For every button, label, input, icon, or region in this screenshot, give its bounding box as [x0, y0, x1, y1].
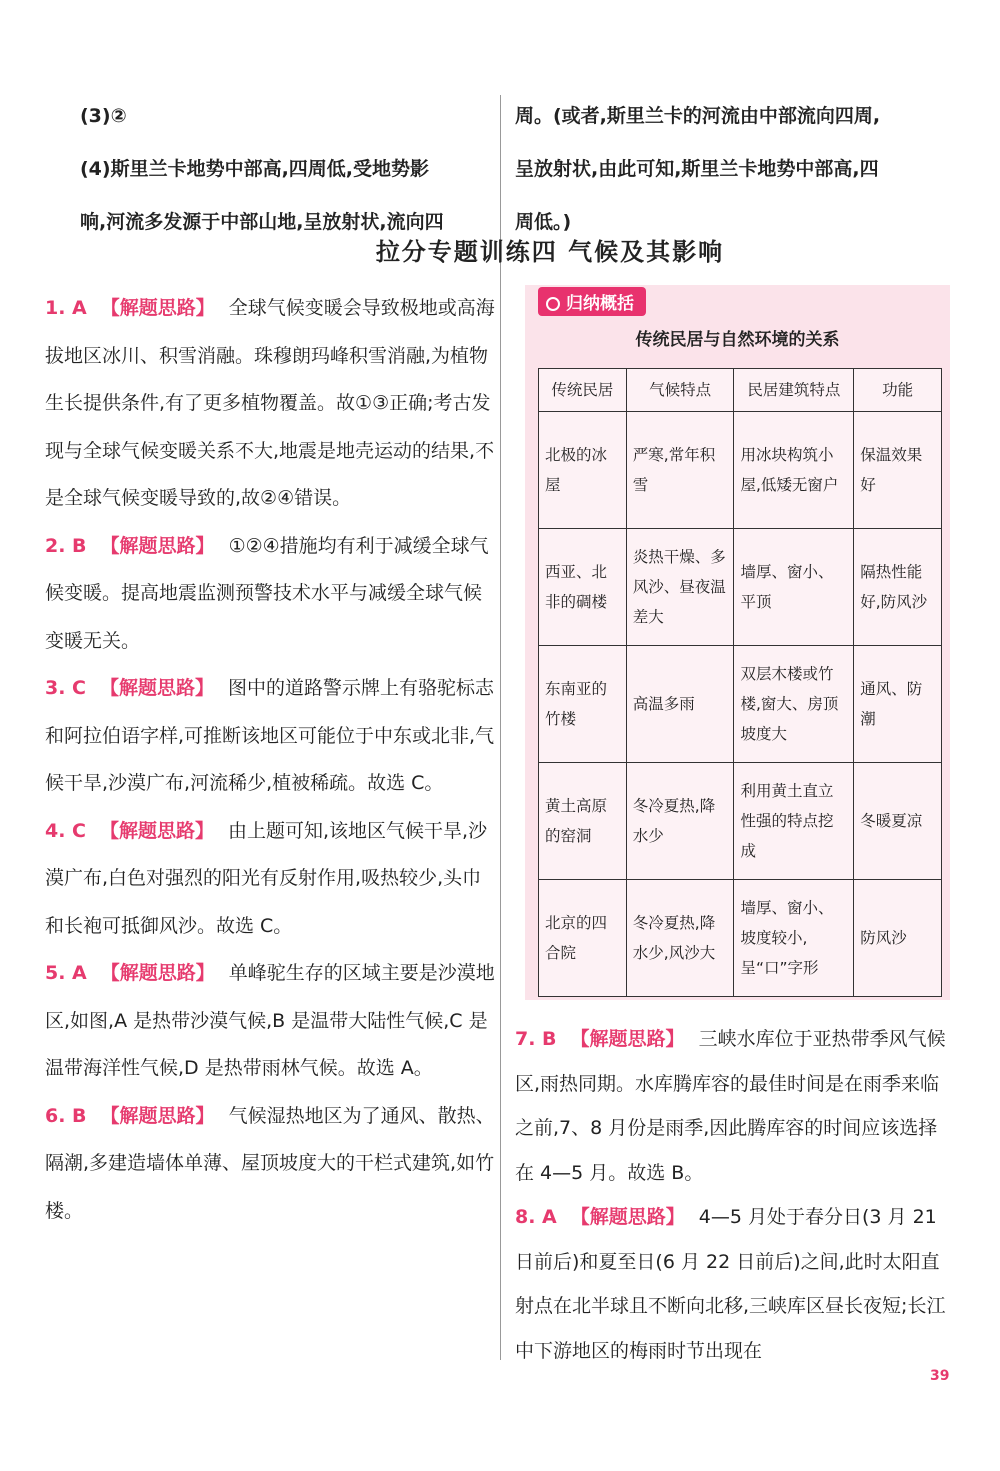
table-header: 传统民居 — [539, 369, 627, 412]
table-cell: 西亚、北非的碉楼 — [539, 529, 627, 646]
table-cell: 冬冷夏热,降水少,风沙大 — [626, 880, 734, 997]
section-title: 拉分专题训练四 气候及其影响 — [375, 238, 725, 266]
answer-text: ①②④措施均有利于减缓全球气候变暖。提高地震监测预警技术水平与减缓全球气候变暖无关。 — [45, 534, 489, 652]
answer-line: 周低。) — [515, 211, 572, 233]
question-number: 8. A — [515, 1206, 557, 1228]
answer-text: 图中的道路警示牌上有骆驼标志和阿拉伯语字样,可推断该地区可能位于中东或北非,气候干旱,沙漠广布,河流稀少,植被稀疏。故选 C。 — [45, 677, 495, 794]
answer-item — [515, 1195, 955, 1373]
answer-text: 4—5 月处于春分日(3 月 21 日前后)和夏至日(6 月 22 日前后)之间,此时太阳直射点在北半球且不断向北移,三峡库区昼长夜短;长江中下游地区的梅雨时节出现在 — [515, 1206, 946, 1362]
answer-text: 单峰驼生存的区域主要是沙漠地区,如图,A 是热带沙漠气候,B 是温带大陆性气候,C 是温带海洋性气候,D 是热带雨林气候。故选 A。 — [45, 962, 495, 1079]
table-cell: 东南亚的竹楼 — [539, 646, 627, 763]
answer-item — [45, 808, 495, 951]
answer-item — [45, 665, 495, 808]
table-cell: 黄土高原的窑洞 — [539, 763, 627, 880]
solution-tag: 【解题思路】 — [100, 1104, 215, 1127]
table-cell: 冬冷夏热,降水少 — [626, 763, 734, 880]
table-cell: 墙厚、窗小、坡度较小,呈“口”字形 — [734, 880, 854, 997]
table-cell: 利用黄土直立性强的特点挖成 — [734, 763, 854, 880]
table-cell: 保温效果好 — [854, 412, 942, 529]
solution-tag: 【解题思路】 — [100, 962, 215, 984]
answer-item — [515, 1017, 955, 1195]
solution-tag: 【解题思路】 — [570, 1206, 685, 1228]
table-cell: 炎热干燥、多风沙、昼夜温差大 — [626, 529, 734, 646]
question-number: 7. B — [515, 1028, 557, 1050]
table-cell: 墙厚、窗小、平顶 — [734, 529, 854, 646]
answer-item — [45, 523, 495, 666]
solution-tag: 【解题思路】 — [100, 534, 215, 557]
table-header-row — [539, 369, 942, 412]
table-header: 功能 — [854, 369, 942, 412]
solution-tag: 【解题思路】 — [570, 1028, 685, 1050]
table-header: 气候特点 — [626, 369, 734, 412]
answer-line: 呈放射状,由此可知,斯里兰卡地势中部高,四 — [515, 158, 879, 180]
answer-line: 响,河流多发源于中部山地,呈放射状,流向四 — [80, 211, 444, 233]
table-row — [539, 646, 942, 763]
question-number: 5. A — [45, 962, 87, 984]
table-cell: 通风、防潮 — [854, 646, 942, 763]
magnifier-icon — [546, 297, 560, 311]
answer-item — [45, 950, 495, 1093]
answer-line: (3)② — [80, 105, 127, 127]
top-left-answer — [80, 90, 495, 249]
summary-badge — [538, 287, 646, 316]
answer-item — [45, 1093, 495, 1236]
answer-line: 周。(或者,斯里兰卡的河流由中部流向四周, — [515, 105, 881, 127]
table-row — [539, 880, 942, 997]
table-cell: 防风沙 — [854, 880, 942, 997]
answer-line: (4)斯里兰卡地势中部高,四周低,受地势影 — [80, 158, 430, 180]
question-number: 4. C — [45, 819, 86, 842]
solution-tag: 【解题思路】 — [100, 677, 215, 699]
page-number: 39 — [930, 1368, 950, 1384]
table-cell: 双层木楼或竹楼,窗大、房顶坡度大 — [734, 646, 854, 763]
table-cell: 冬暖夏凉 — [854, 763, 942, 880]
question-number: 2. B — [45, 534, 87, 557]
table-title: 传统民居与自然环境的关系 — [635, 330, 840, 350]
left-answers — [45, 285, 495, 1235]
question-number: 3. C — [45, 677, 86, 699]
table-cell: 隔热性能好,防风沙 — [854, 529, 942, 646]
answer-text: 全球气候变暖会导致极地或高海拔地区冰川、积雪消融。珠穆朗玛峰积雪消融,为植物生长提供条件,有了更多植物覆盖。故①③正确;考古发现与全球气候变暖关系不大,地震是地壳运动的结果,不是全球气候变暖导致的,故②④错误。 — [45, 297, 495, 509]
table-cell: 北京的四合院 — [539, 880, 627, 997]
summary-badge-label: 归纳概括 — [566, 294, 634, 314]
answer-text: 三峡水库位于亚热带季风气候区,雨热同期。水库腾库容的最佳时间是在雨季来临之前,7、8 月份是雨季,因此腾库容的时间应该选择在 4—5 月。故选 B。 — [515, 1028, 946, 1184]
answer-item — [45, 285, 495, 523]
table-cell: 严寒,常年积雪 — [626, 412, 734, 529]
table-cell: 用冰块构筑小屋,低矮无窗户 — [734, 412, 854, 529]
answer-text: 由上题可知,该地区气候干旱,沙漠广布,白色对强烈的阳光有反射作用,吸热较少,头巾和长袍可抵御风沙。故选 C。 — [45, 819, 488, 937]
solution-tag: 【解题思路】 — [100, 819, 215, 842]
table-header: 民居建筑特点 — [734, 369, 854, 412]
dwelling-table — [538, 368, 942, 997]
question-number: 6. B — [45, 1104, 87, 1127]
table-row — [539, 763, 942, 880]
question-number: 1. A — [45, 297, 87, 319]
answer-text: 气候湿热地区为了通风、散热、隔潮,多建造墙体单薄、屋顶坡度大的干栏式建筑,如竹楼。 — [45, 1104, 495, 1222]
table-row — [539, 412, 942, 529]
column-divider — [500, 95, 501, 1360]
table-row — [539, 529, 942, 646]
table-cell: 北极的冰屋 — [539, 412, 627, 529]
solution-tag: 【解题思路】 — [100, 297, 215, 319]
right-answers — [515, 1017, 955, 1373]
table-cell: 高温多雨 — [626, 646, 734, 763]
top-right-answer — [515, 90, 955, 249]
